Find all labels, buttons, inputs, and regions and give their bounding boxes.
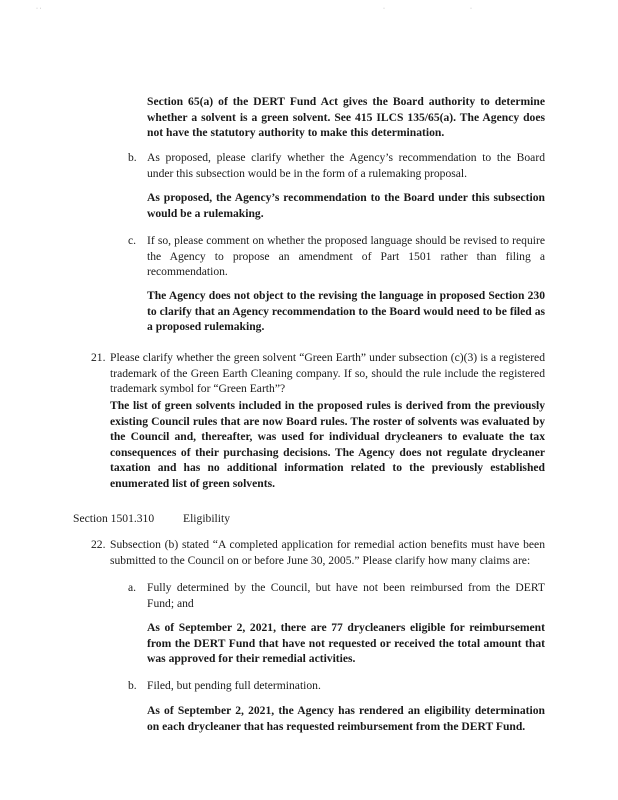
answer-c: The Agency does not object to the revising the language in proposed Section 230 to clarify that an Agency recommendation to the Board would need to be filed as a proposed rulemaking. [147, 289, 545, 334]
scan-mark: · [470, 6, 472, 12]
scan-mark: · · [36, 6, 42, 12]
answer-22b: As of September 2, 2021, the Agency has rendered an eligibility determination on each drycleaner that has requested reimbursement from the DERT Fund. [147, 704, 545, 733]
section-number: Section 1501.310 [73, 512, 155, 525]
scan-mark: · [383, 6, 385, 12]
question-b: As proposed, please clarify whether the Agency’s recommendation to the Board under this subsection would be in the form of a rulemaking proposal. [147, 151, 545, 180]
answer-b: As proposed, the Agency’s recommendation to the Board under this subsection would be a rulemaking. [147, 191, 545, 220]
question-c: If so, please comment on whether the proposed language should be revised to require the Agency to propose an amendment of Part 1501 rather than filing a recommendation. [147, 234, 545, 279]
answer-22a: As of September 2, 2021, there are 77 drycleaners eligible for reimbursement from the DERT Fund that have not requested or received the total amount that was approved for their remedial activities. [147, 621, 545, 666]
question-number-22: 22. [91, 538, 106, 551]
question-21: Please clarify whether the green solvent “Green Earth” under subsection (c)(3) is a registered trademark of the Green Earth Cleaning company. If so, should the rule include the registered trademark symbol for “Green Earth”? [110, 351, 545, 396]
question-number-21: 21. [91, 351, 106, 364]
item-label-b: b. [128, 151, 137, 164]
question-22a: Fully determined by the Council, but have not been reimbursed from the DERT Fund; and [147, 581, 545, 610]
item-label-a: a. [128, 581, 137, 594]
section-title: Eligibility [183, 512, 231, 525]
item-label-b2: b. [128, 679, 137, 692]
item-label-c: c. [128, 234, 137, 247]
answer-21: The list of green solvents included in the proposed rules is derived from the previously existing Council rules that are now Board rules. The roster of solvents was evaluated by the Council and, thereafter, was used for individual drycleaners to evaluate the tax consequences of their purchasing decisions. The Agency does not regulate drycleaner taxation and has no additional information related to the previously established enumerated list of green solvents. [110, 399, 545, 490]
answer-section-65a: Section 65(a) of the DERT Fund Act gives the Board authority to determine whether a solvent is a green solvent. See 415 ILCS 135/65(a). The Agency does not have the statutory authority to make this determination. [147, 95, 545, 140]
question-22: Subsection (b) stated “A completed application for remedial action benefits must have been submitted to the Council on or before June 30, 2005.” Please clarify how many claims are: [110, 538, 545, 567]
question-22b: Filed, but pending full determination. [147, 679, 321, 692]
